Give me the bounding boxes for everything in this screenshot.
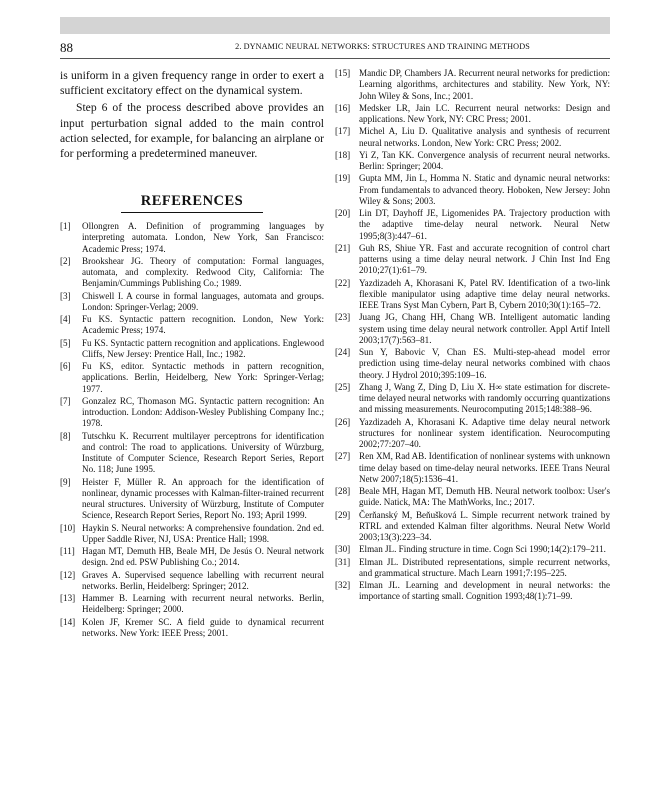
reference-item <box>335 544 610 555</box>
reference-number: [12] <box>60 569 76 580</box>
reference-number: [1] <box>60 221 71 232</box>
reference-number: [8] <box>60 430 71 441</box>
reference-number: [2] <box>60 255 71 266</box>
reference-text: Fu KS. Syntactic pattern recognition. London, New York: Academic Press; 1974. <box>82 314 324 336</box>
reference-number: [13] <box>60 593 76 604</box>
reference-number: [19] <box>335 173 351 184</box>
reference-text: Elman JL. Learning and development in neural networks: the importance of starting small. Cognition 1993;48(1):71–99. <box>359 580 610 602</box>
reference-item <box>335 103 610 126</box>
reference-number: [31] <box>335 556 351 567</box>
reference-item <box>60 546 324 569</box>
reference-number: [32] <box>335 580 351 590</box>
reference-item <box>335 126 610 149</box>
reference-item <box>60 338 324 361</box>
references-heading: REFERENCES <box>121 193 263 213</box>
body-paragraph-1: is uniform in a given frequency range in order to exert a sufficient excitatory effect on the dynamical system. <box>60 69 324 98</box>
body-paragraph-2: Step 6 of the process described above provides an input perturbation signal added to the main control action selected, for example, for balancing an airplane or for performing a predetermined maneuver. <box>60 101 324 161</box>
reference-item <box>60 256 324 290</box>
reference-text: Tutschku K. Recurrent multilayer perceptrons for identification and control: The road to applications. University of Würzburg, Institute of Computer Science, Research Report Series, Report No. 118; June 1995. <box>82 430 324 475</box>
reference-item <box>335 173 610 207</box>
reference-item <box>335 510 610 544</box>
reference-number: [9] <box>60 476 71 487</box>
reference-number: [28] <box>335 486 351 496</box>
reference-text: Yazdizadeh A, Khorasani K, Patel RV. Identification of a two-link flexible manipulator using adaptive time delay neural networks. IEEE Trans Syst Man Cybern, Part B, Cybern 2010;30(1):165–72. <box>359 277 610 310</box>
reference-item <box>335 417 610 451</box>
reference-number: [24] <box>335 347 351 357</box>
reference-number: [5] <box>60 337 71 348</box>
reference-number: [18] <box>335 149 351 160</box>
reference-text: Mandic DP, Chambers JA. Recurrent neural networks for prediction: Learning algorithms, architectures and stability. New York, NY: John Wiley & Sons, Inc.; 2001. <box>359 68 610 101</box>
reference-text: Zhang J, Wang Z, Ding D, Liu X. H∞ state estimation for discrete-time delayed neural networks with randomly occurring quantizations and missing measurements. Neurocomputing 2015;148:388–96. <box>359 381 610 415</box>
reference-number: [4] <box>60 314 71 325</box>
references-list-right <box>335 68 610 603</box>
reference-number: [30] <box>335 544 351 555</box>
reference-text: Sun Y, Babovic V, Chan ES. Multi-step-ahead model error prediction using time-delay neural networks combined with chaos theory. J Hydrol 2010;395:109–16. <box>359 347 610 380</box>
reference-item <box>60 291 324 314</box>
reference-number: [25] <box>335 381 351 392</box>
reference-item <box>60 361 324 395</box>
reference-item <box>335 557 610 580</box>
reference-text: Yi Z, Tan KK. Convergence analysis of recurrent neural networks. Berlin: Springer; 2004. <box>359 149 610 171</box>
reference-item <box>335 278 610 312</box>
reference-text: Fu KS. Syntactic pattern recognition and applications. Englewood Cliffs, New Jersey: Prentice Hall, Inc.; 1982. <box>82 337 324 359</box>
reference-number: [21] <box>335 242 351 253</box>
reference-number: [6] <box>60 361 71 372</box>
reference-item <box>60 396 324 430</box>
reference-item <box>60 617 324 640</box>
right-column <box>335 68 610 604</box>
reference-item <box>60 431 324 476</box>
reference-text: Čerňanský M, Beňušková L. Simple recurrent network trained by RTRL and extended Kalman filter algorithms. Neural Netw World 2003;13(3):223–34. <box>359 509 610 542</box>
reference-number: [7] <box>60 395 71 406</box>
reference-number: [22] <box>335 277 351 288</box>
reference-number: [27] <box>335 451 351 462</box>
top-gray-bar <box>60 17 610 34</box>
reference-text: Haykin S. Neural networks: A comprehensive foundation. 2nd ed. Upper Saddle River, NJ, USA: Prentice Hall; 1998. <box>82 522 324 544</box>
reference-text: Hammer B. Learning with recurrent neural networks. Berlin, Heidelberg: Springer; 2000. <box>82 593 324 615</box>
reference-number: [10] <box>60 522 76 533</box>
reference-item <box>335 208 610 242</box>
reference-text: Graves A. Supervised sequence labelling with recurrent neural networks. Berlin, Heidelberg: Springer; 2012. <box>82 569 324 591</box>
reference-text: Medsker LR, Jain LC. Recurrent neural networks: Design and applications. New York, NY: CRC Press; 2001. <box>359 102 610 124</box>
reference-item <box>335 580 610 603</box>
reference-item <box>335 312 610 346</box>
reference-item <box>60 593 324 616</box>
reference-text: Ollongren A. Definition of programming languages by interpreting automata. London, New York, San Francisco: Academic Press; 1974. <box>82 221 324 254</box>
reference-item <box>335 243 610 277</box>
reference-text: Chiswell I. A course in formal languages, automata and groups. London: Springer-Verlag; 2009. <box>82 290 324 312</box>
reference-item <box>335 382 610 416</box>
reference-number: [11] <box>60 546 75 557</box>
reference-item <box>335 486 610 509</box>
reference-item <box>60 477 324 522</box>
reference-text: Heister F, Müller R. An approach for the identification of nonlinear, dynamic processes with Kalman-filter-trained recurrent neural structures. University of Würzburg, Institute of Computer Science, Research Report Series, Report No. 193; April 1999. <box>82 476 324 521</box>
reference-item <box>335 150 610 173</box>
reference-text: Fu KS, editor. Syntactic methods in pattern recognition, applications. Berlin, Heidelberg, New York: Springer-Verlag; 1977. <box>82 361 324 394</box>
reference-text: Guh RS, Shiue YR. Fast and accurate recognition of control chart patterns using a time delay neural network. J Chin Inst Ind Eng 2010;27(1):61–79. <box>359 242 610 276</box>
reference-item <box>60 570 324 593</box>
reference-number: [26] <box>335 416 351 427</box>
references-list-left <box>60 221 324 639</box>
reference-number: [23] <box>335 312 351 323</box>
reference-item <box>60 221 324 255</box>
reference-text: Ren XM, Rad AB. Identification of nonlinear systems with unknown time delay based on time-delay neural networks. IEEE Trans Neural Netw 2007;18(5):1536–41. <box>359 451 610 484</box>
running-head: 2. DYNAMIC NEURAL NETWORKS: STRUCTURES AND TRAINING METHODS <box>235 42 530 51</box>
reference-item <box>60 523 324 546</box>
reference-item <box>335 347 610 381</box>
reference-text: Juang JG, Chang HH, Chang WB. Intelligent automatic landing system using time delay neural network controller. Appl Artif Intell 2003;17(7):563–81. <box>359 312 610 345</box>
reference-text: Yazdizadeh A, Khorasani K. Adaptive time delay neural network structures for nonlinear system identification. Neurocomputing 2002;77:207–40. <box>359 416 610 449</box>
reference-number: [20] <box>335 208 351 218</box>
reference-number: [15] <box>335 68 351 78</box>
reference-number: [29] <box>335 509 351 520</box>
reference-text: Michel A, Liu D. Qualitative analysis and synthesis of recurrent neural networks. London, New York: CRC Press; 2002. <box>359 126 610 148</box>
reference-text: Elman JL. Finding structure in time. Cogn Sci 1990;14(2):179–211. <box>359 544 606 555</box>
reference-text: Lin DT, Dayhoff JE, Ligomenides PA. Trajectory production with the adaptive time-delay neural network. Neural Netw 1995;8(3):447–61. <box>359 208 610 241</box>
reference-text: Gonzalez RC, Thomason MG. Syntactic pattern recognition: An introduction. London: Addison-Wesley Publishing Company Inc.; 1978. <box>82 395 324 429</box>
page-header <box>60 38 610 59</box>
reference-text: Hagan MT, Demuth HB, Beale MH, De Jesús O. Neural network design. 2nd ed. PSW Publishing Co.; 2014. <box>82 546 324 568</box>
reference-text: Kolen JF, Kremer SC. A field guide to dynamical recurrent networks. New York: IEEE Press; 2001. <box>82 616 324 638</box>
reference-text: Brookshear JG. Theory of computation: Formal languages, automata, and complexity. Redwood City, California: The Benjamin/Cummings Publishing Co.; 1989. <box>82 255 324 289</box>
reference-item <box>335 68 610 102</box>
reference-item <box>335 451 610 485</box>
reference-text: Elman JL. Distributed representations, simple recurrent networks, and grammatical structure. Mach Learn 1991;7:195–225. <box>359 556 610 578</box>
reference-number: [17] <box>335 126 351 137</box>
reference-item <box>60 314 324 337</box>
reference-number: [14] <box>60 616 76 627</box>
reference-number: [3] <box>60 290 71 301</box>
page-number: 88 <box>60 40 73 55</box>
reference-number: [16] <box>335 102 351 113</box>
reference-text: Gupta MM, Jin L, Homma N. Static and dynamic neural networks: From fundamentals to advanced theory. Hoboken, New Jersey: John Wiley & Sons; 2003. <box>359 173 610 206</box>
reference-text: Beale MH, Hagan MT, Demuth HB. Neural network toolbox: User's guide. Natick, MA: The MathWorks, Inc.; 2017. <box>359 486 610 508</box>
left-column <box>60 68 324 640</box>
